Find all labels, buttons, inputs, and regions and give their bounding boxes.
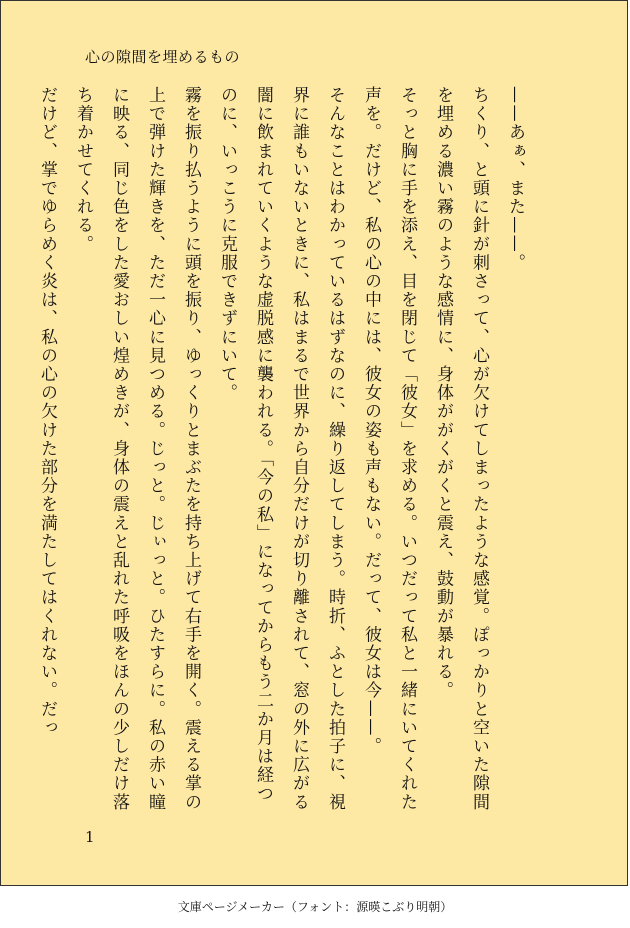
vertical-body-text bbox=[37, 86, 533, 814]
paragraph-1: ——あぁ、また——。 bbox=[505, 86, 525, 272]
page-title: 心の隙間を埋めるもの bbox=[85, 48, 241, 66]
footer-caption: 文庫ページメーカー（フォント：源暎こぶり明朝） bbox=[177, 900, 453, 914]
paragraph-3: そっと胸に手を添え、目を閉じて「彼女」を求める。いつだって私と一緒にいてくれた声を。だけど、私の心の中には、彼女の姿も声もない。だって、彼女は今——。 bbox=[361, 86, 417, 812]
paragraph-4: そんなことはわかっているはずなのに、繰り返してしまう。時折、ふとした拍子に、視界に誰もいないときに、私はまるで世界から自分だけが切り離されて、窓の外に広がる闇に飲まれていくような虚脱感に襲われる。「今の私」になってからもう二か月は経つのに、いっこうに克服できずにいて。 bbox=[217, 86, 345, 812]
paragraph-6: だけど、掌でゆらめく炎は、私の心の欠けた部分を満たしてはくれない。だっ bbox=[37, 86, 57, 737]
page-number: 1 bbox=[85, 828, 95, 846]
paragraph-5: 霧を振り払うように頭を振り、ゆっくりとまぶたを持ち上げて右手を開く。震える掌の上で弾けた輝きを、ただ一心に見つめる。じっと。じぃっと。ひたすらに。私の赤い瞳に映る、同じ色をした愛おしい煌めきが、身体の震えと乱れた呼吸をほんの少しだけ落ち着かせてくれる。 bbox=[73, 86, 201, 812]
paragraph-2: ちくり、と頭に針が刺さって、心が欠けてしまったような感覚。ぽっかりと空いた隙間を埋める濃い霧のような感情に、身体ががくがくと震え、鼓動が暴れる。 bbox=[433, 86, 489, 812]
